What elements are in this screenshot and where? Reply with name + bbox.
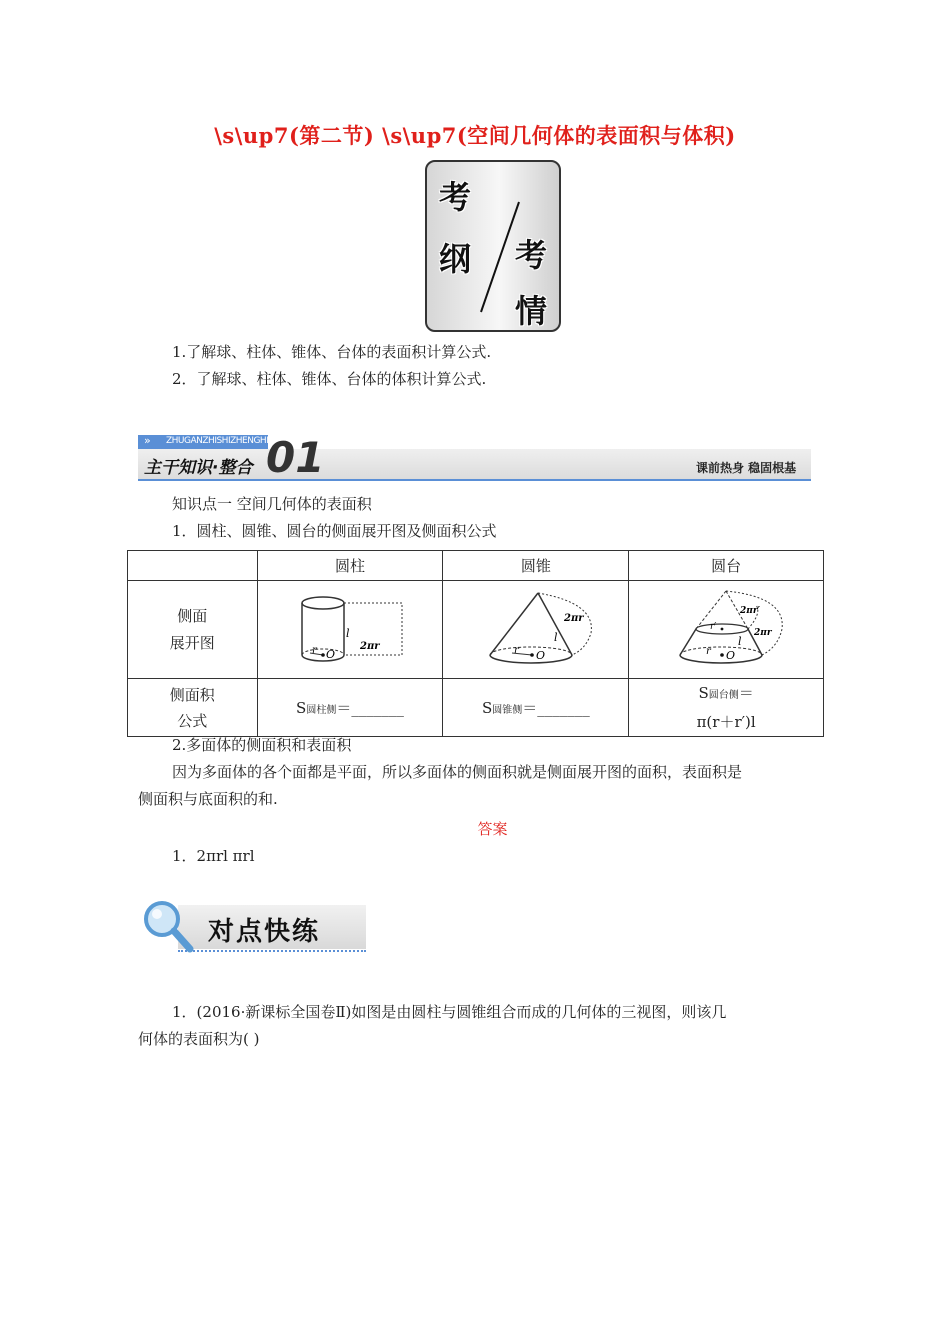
cyl-o-label: O xyxy=(325,647,335,661)
page-title: \s\up7(第二节) \s\up7(空间几何体的表面积与体积) xyxy=(214,123,736,148)
gang-char: 纲 xyxy=(439,240,472,278)
cone-formula-sub: 圆锥侧 xyxy=(492,705,523,716)
frustum-formula-eq: ＝ xyxy=(738,684,754,702)
cyl-formula-sub: 圆柱侧 xyxy=(306,705,337,716)
frustum-2pir-label: 2πr xyxy=(754,627,772,638)
row-label-formula-b: 公式 xyxy=(177,711,208,730)
row-label-formula-a: 侧面积 xyxy=(169,685,215,704)
table-header-cone: 圆锥 xyxy=(443,551,629,581)
table-row-formula xyxy=(128,679,824,737)
cone-2pir-label: 2πr xyxy=(563,612,584,624)
practice-banner-underline xyxy=(178,950,366,952)
answer-text: 1．2πrl πrl xyxy=(172,847,255,865)
row-label-unfold-a: 侧面 xyxy=(177,606,208,625)
banner-right-text: 课前热身 稳固根基 xyxy=(696,461,797,475)
kao-char-1: 考 xyxy=(439,178,472,216)
cyl-formula-eq: ＝_______ xyxy=(336,699,404,717)
section1-sub1: 1．圆柱、圆锥、圆台的侧面展开图及侧面积公式 xyxy=(172,522,497,540)
cylinder-formula-cell xyxy=(257,679,443,737)
section2-para-line2: 侧面积与底面积的和. xyxy=(138,790,278,808)
banner-number: 01 xyxy=(266,433,325,482)
cone-formula-cell xyxy=(443,679,629,737)
frustum-figure-cell xyxy=(629,581,824,679)
cyl-r-label: r xyxy=(311,644,317,656)
cone-formula-eq: ＝_______ xyxy=(522,699,590,717)
frustum-formula-cell xyxy=(629,679,824,737)
table-header-frustum: 圆台 xyxy=(629,551,824,581)
frustum-2pirprime-label: 2πr′ xyxy=(740,605,761,616)
cone-formula-s: S xyxy=(481,699,493,717)
cone-unfold-figure xyxy=(446,583,626,673)
cyl-2pir-label: 2πr xyxy=(359,640,380,652)
answer-label: 答案 xyxy=(477,820,508,838)
cylinder-unfold-figure xyxy=(260,583,440,673)
frustum-unfold-figure xyxy=(636,583,816,673)
divider-slash xyxy=(427,162,559,330)
section2-para-line1: 因为多面体的各个面都是平面，所以多面体的侧面积就是侧面展开图的面积，表面积是 xyxy=(172,763,743,781)
practice-banner xyxy=(138,897,368,957)
objective-1: 1.了解球、柱体、锥体、台体的表面积计算公式. xyxy=(172,343,492,361)
qing-char: 情 xyxy=(515,292,548,330)
banner-pinyin: ZHUGANZHISHIZHENGHE xyxy=(166,436,272,446)
practice-banner-title: 对点快练 xyxy=(208,917,321,947)
frustum-formula-line1 xyxy=(629,680,823,709)
frustum-formula-line2: π(r＋r′)l xyxy=(696,713,756,731)
frustum-l-label: l xyxy=(738,634,742,648)
cyl-l-label: l xyxy=(345,626,350,640)
banner-underline xyxy=(138,479,811,481)
cone-l-label: l xyxy=(553,630,558,644)
row-label-unfold-b: 展开图 xyxy=(169,633,215,652)
cyl-formula-s: S xyxy=(296,699,307,717)
frustum-r-label: r xyxy=(706,645,711,657)
table-header-cylinder: 圆柱 xyxy=(257,551,443,581)
frustum-rprime-label: r′ xyxy=(710,621,717,632)
section1-heading: 知识点一 空间几何体的表面积 xyxy=(172,495,372,513)
frustum-formula-sub: 圆台侧 xyxy=(708,690,739,701)
row-label-unfold xyxy=(128,581,258,679)
objective-2: 2．了解球、柱体、锥体、台体的体积计算公式. xyxy=(172,370,487,388)
question1-line1: 1．(2016·新课标全国卷Ⅱ)如图是由圆柱与圆锥组合而成的几何体的三视图，则该几 xyxy=(172,1003,727,1021)
frustum-o-label: O xyxy=(726,648,736,662)
section-banner xyxy=(138,435,811,481)
table-header-row xyxy=(128,551,824,581)
cone-o-label: O xyxy=(535,648,545,662)
banner-pinyin-strip xyxy=(138,434,272,449)
cone-r-label: r xyxy=(513,644,519,656)
kaogang-kaoqing-box xyxy=(425,160,561,332)
table-header-empty xyxy=(128,551,258,581)
cone-figure-cell xyxy=(443,581,629,679)
magnifier-icon xyxy=(138,897,200,957)
kao-char-2: 考 xyxy=(515,236,548,274)
question1-line2: 何体的表面积为( ) xyxy=(138,1030,260,1048)
section2-heading: 2.多面体的侧面积和表面积 xyxy=(172,736,352,754)
row-label-formula xyxy=(128,679,258,737)
chevron-right-icon: » xyxy=(144,434,151,447)
table-row-unfold xyxy=(128,581,824,679)
lateral-area-table xyxy=(127,550,824,737)
cylinder-figure-cell xyxy=(257,581,443,679)
banner-title: 主干知识·整合 xyxy=(144,458,253,478)
frustum-formula-s: S xyxy=(698,684,709,702)
